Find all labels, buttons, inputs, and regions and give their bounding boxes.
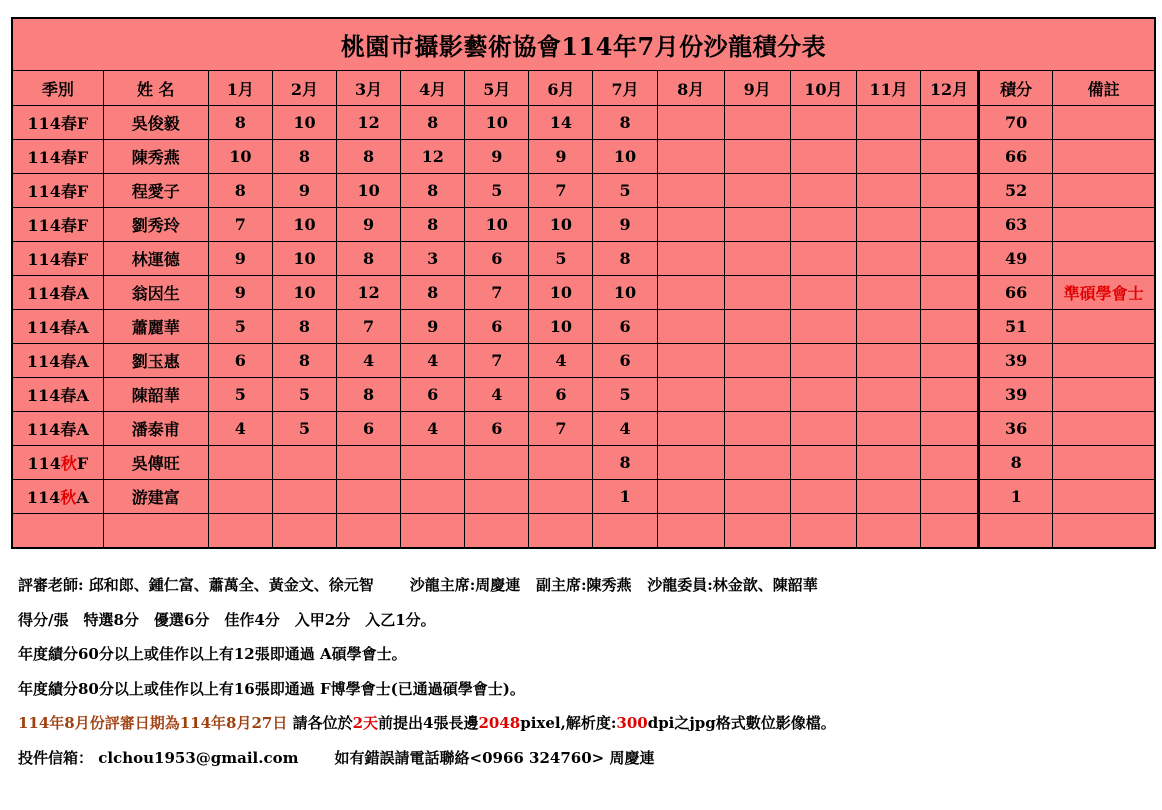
- header-month-4: 4月: [401, 71, 465, 106]
- score-cell-month-2: 10: [272, 242, 336, 276]
- score-cell-month-9: [724, 412, 790, 446]
- score-cell-month-12: [921, 412, 979, 446]
- contact-text: 如有錯誤請電話聯絡<0966 324760> 周慶連: [334, 748, 655, 767]
- score-cell-month-3: 4: [337, 344, 401, 378]
- total-cell: 66: [979, 140, 1053, 174]
- score-cell-month-3: [337, 514, 401, 549]
- score-cell-month-3: [337, 480, 401, 514]
- score-cell-month-3: 8: [337, 378, 401, 412]
- total-cell: 51: [979, 310, 1053, 344]
- header-month-12: 12月: [921, 71, 979, 106]
- deadline-pixels: 2048: [478, 714, 521, 732]
- committee-text: 沙龍委員:林金歆、陳韶華: [647, 576, 818, 594]
- season-char: 春: [60, 420, 77, 439]
- score-cell-month-7: 1: [593, 480, 657, 514]
- member-name: 林運德: [103, 242, 208, 276]
- season-class: F: [76, 182, 89, 201]
- score-cell-month-6: 9: [529, 140, 593, 174]
- score-cell-month-6: [529, 446, 593, 480]
- score-cell-month-9: [724, 106, 790, 140]
- score-cell-month-3: 7: [337, 310, 401, 344]
- score-cell-month-7: 4: [593, 412, 657, 446]
- score-cell-month-11: [856, 446, 920, 480]
- score-cell-month-8: [657, 344, 724, 378]
- deadline-part2: 前提出4張長邊: [378, 714, 479, 732]
- score-cell-month-12: [921, 446, 979, 480]
- header-month-10: 10月: [790, 71, 856, 106]
- season-cell: [12, 276, 103, 310]
- remark-cell: [1053, 514, 1155, 549]
- member-name: 游建富: [103, 480, 208, 514]
- score-cell-month-1: 10: [208, 140, 272, 174]
- score-cell-month-7: 10: [593, 276, 657, 310]
- score-cell-month-11: [856, 344, 920, 378]
- score-cell-month-1: 8: [208, 106, 272, 140]
- deadline-part1: 請各位於: [287, 714, 353, 732]
- score-cell-month-7: 9: [593, 208, 657, 242]
- season-cell: [12, 412, 103, 446]
- score-cell-month-3: 8: [337, 242, 401, 276]
- season-class: A: [76, 386, 89, 405]
- score-cell-month-6: [529, 480, 593, 514]
- score-cell-month-10: [790, 514, 856, 549]
- score-cell-month-8: [657, 378, 724, 412]
- footer-notes: [18, 568, 1148, 775]
- score-cell-month-11: [856, 208, 920, 242]
- score-cell-month-5: 7: [465, 344, 529, 378]
- score-cell-month-12: [921, 480, 979, 514]
- score-cell-month-2: [272, 446, 336, 480]
- score-cell-month-2: 5: [272, 412, 336, 446]
- table-row: [12, 344, 1155, 378]
- table-row: [12, 310, 1155, 344]
- score-cell-month-5: 6: [465, 242, 529, 276]
- score-cell-month-12: [921, 514, 979, 549]
- score-cell-month-8: [657, 446, 724, 480]
- score-cell-month-2: 10: [272, 276, 336, 310]
- season-year: 114: [26, 352, 61, 371]
- total-cell: 52: [979, 174, 1053, 208]
- score-cell-month-11: [856, 480, 920, 514]
- score-cell-month-9: [724, 276, 790, 310]
- table-body: [12, 106, 1155, 549]
- score-cell-month-3: 10: [337, 174, 401, 208]
- table-row: [12, 276, 1155, 310]
- score-cell-month-11: [856, 140, 920, 174]
- score-cell-month-7: 8: [593, 242, 657, 276]
- score-cell-month-5: 10: [465, 106, 529, 140]
- score-cell-month-4: [401, 480, 465, 514]
- remark-cell: [1053, 344, 1155, 378]
- score-cell-month-7: 5: [593, 174, 657, 208]
- remark-cell: [1053, 140, 1155, 174]
- season-year: 114: [27, 250, 61, 269]
- email-link[interactable]: clchou1953@gmail.com: [98, 748, 299, 767]
- season-cell: [12, 344, 103, 378]
- score-cell-month-1: 7: [208, 208, 272, 242]
- season-class: F: [76, 216, 89, 235]
- score-cell-month-1: [208, 514, 272, 549]
- score-cell-month-1: [208, 480, 272, 514]
- score-cell-month-8: [657, 276, 724, 310]
- score-cell-month-4: [401, 514, 465, 549]
- deadline-line: [18, 706, 1148, 741]
- score-cell-month-10: [790, 106, 856, 140]
- table-row: [12, 412, 1155, 446]
- season-year: 114: [27, 114, 61, 133]
- season-cell: [12, 208, 103, 242]
- score-cell-month-1: 9: [208, 276, 272, 310]
- season-year: 114: [27, 454, 61, 473]
- score-cell-month-9: [724, 378, 790, 412]
- score-cell-month-6: 10: [529, 310, 593, 344]
- score-cell-month-7: 6: [593, 344, 657, 378]
- score-cell-month-1: 8: [208, 174, 272, 208]
- header-month-9: 9月: [724, 71, 790, 106]
- score-cell-month-9: [724, 344, 790, 378]
- score-cell-month-10: [790, 446, 856, 480]
- score-cell-month-11: [856, 514, 920, 549]
- score-cell-month-4: 4: [401, 412, 465, 446]
- score-cell-month-7: 6: [593, 310, 657, 344]
- score-cell-month-10: [790, 174, 856, 208]
- score-cell-month-12: [921, 344, 979, 378]
- season-char: 春: [60, 250, 77, 269]
- season-class: A: [76, 284, 89, 303]
- score-cell-month-9: [724, 514, 790, 549]
- score-cell-month-6: 10: [529, 208, 593, 242]
- score-cell-month-10: [790, 208, 856, 242]
- total-cell: 70: [979, 106, 1053, 140]
- score-cell-month-6: 6: [529, 378, 593, 412]
- season-class: A: [76, 318, 89, 337]
- season-cell: [12, 242, 103, 276]
- score-cell-month-6: [529, 514, 593, 549]
- member-name: 蕭麗華: [103, 310, 208, 344]
- table-row: [12, 106, 1155, 140]
- score-cell-month-5: 5: [465, 174, 529, 208]
- member-name: 陳秀燕: [103, 140, 208, 174]
- score-cell-month-10: [790, 412, 856, 446]
- score-cell-month-6: 5: [529, 242, 593, 276]
- score-cell-month-9: [724, 310, 790, 344]
- score-cell-month-8: [657, 480, 724, 514]
- score-cell-month-1: 6: [208, 344, 272, 378]
- remark-cell: [1053, 174, 1155, 208]
- score-cell-month-4: 12: [401, 140, 465, 174]
- score-cell-month-2: 10: [272, 106, 336, 140]
- score-cell-month-10: [790, 480, 856, 514]
- remark-cell: [1053, 480, 1155, 514]
- score-cell-month-1: 9: [208, 242, 272, 276]
- table-row: [12, 378, 1155, 412]
- season-char: 春: [60, 216, 77, 235]
- score-cell-month-2: 10: [272, 208, 336, 242]
- table-row: [12, 242, 1155, 276]
- member-name: 劉玉惠: [103, 344, 208, 378]
- season-class: A: [76, 420, 89, 439]
- rule-a-line: 年度績分60分以上或佳作以上有12張即通過 A碩學會士。: [18, 645, 407, 663]
- season-class: A: [76, 352, 89, 371]
- header-remark: 備註: [1053, 71, 1155, 106]
- score-cell-month-7: [593, 514, 657, 549]
- header-month-7: 7月: [593, 71, 657, 106]
- header-total: 積分: [979, 71, 1053, 106]
- score-cell-month-2: 8: [272, 140, 336, 174]
- score-cell-month-11: [856, 412, 920, 446]
- score-cell-month-12: [921, 208, 979, 242]
- score-cell-month-12: [921, 106, 979, 140]
- table-row: [12, 140, 1155, 174]
- score-cell-month-3: 9: [337, 208, 401, 242]
- score-cell-month-2: 9: [272, 174, 336, 208]
- season-class: F: [76, 148, 89, 167]
- score-cell-month-10: [790, 378, 856, 412]
- season-cell: [12, 140, 103, 174]
- total-cell: 66: [979, 276, 1053, 310]
- score-cell-month-10: [790, 344, 856, 378]
- score-cell-month-3: 12: [337, 276, 401, 310]
- score-cell-month-11: [856, 378, 920, 412]
- header-month-11: 11月: [856, 71, 920, 106]
- season-class: F: [76, 250, 89, 269]
- score-cell-month-10: [790, 276, 856, 310]
- score-cell-month-9: [724, 174, 790, 208]
- score-cell-month-4: 3: [401, 242, 465, 276]
- score-cell-month-10: [790, 140, 856, 174]
- score-cell-month-5: 9: [465, 140, 529, 174]
- remark-cell: [1053, 378, 1155, 412]
- table-row: [12, 174, 1155, 208]
- score-cell-month-12: [921, 140, 979, 174]
- total-cell: 63: [979, 208, 1053, 242]
- score-cell-month-11: [856, 174, 920, 208]
- season-char: 春: [60, 182, 77, 201]
- score-cell-month-6: 10: [529, 276, 593, 310]
- score-cell-month-11: [856, 106, 920, 140]
- header-month-8: 8月: [657, 71, 724, 106]
- score-cell-month-4: 4: [401, 344, 465, 378]
- remark-cell: [1053, 412, 1155, 446]
- season-char: 秋: [60, 454, 77, 473]
- score-cell-month-9: [724, 480, 790, 514]
- season-year: 114: [27, 148, 61, 167]
- score-cell-month-5: 6: [465, 412, 529, 446]
- deadline-dpi: 300: [616, 714, 648, 732]
- score-cell-month-4: 9: [401, 310, 465, 344]
- season-char: 春: [60, 386, 77, 405]
- score-cell-month-4: 8: [401, 208, 465, 242]
- score-cell-month-5: 4: [465, 378, 529, 412]
- score-cell-month-4: 6: [401, 378, 465, 412]
- score-cell-month-6: 14: [529, 106, 593, 140]
- score-cell-month-12: [921, 310, 979, 344]
- score-cell-month-8: [657, 242, 724, 276]
- season-cell: [12, 310, 103, 344]
- member-name: 翁因生: [103, 276, 208, 310]
- season-char: 春: [60, 148, 77, 167]
- season-year: 114: [26, 386, 61, 405]
- score-cell-month-3: [337, 446, 401, 480]
- header-row: [12, 71, 1155, 106]
- score-cell-month-1: 4: [208, 412, 272, 446]
- total-cell: 8: [979, 446, 1053, 480]
- table-row: [12, 480, 1155, 514]
- season-char: 春: [60, 318, 77, 337]
- member-name: 吳俊毅: [103, 106, 208, 140]
- season-char: 春: [60, 352, 77, 371]
- table-row: [12, 446, 1155, 480]
- season-class: A: [76, 488, 89, 507]
- season-cell: [12, 106, 103, 140]
- member-name: 劉秀玲: [103, 208, 208, 242]
- season-cell: [12, 480, 103, 514]
- score-cell-month-3: 8: [337, 140, 401, 174]
- score-cell-month-8: [657, 208, 724, 242]
- season-char: 春: [60, 284, 77, 303]
- remark-cell: 準碩學會士: [1053, 276, 1155, 310]
- score-cell-month-9: [724, 242, 790, 276]
- total-cell: [979, 514, 1053, 549]
- score-cell-month-7: 5: [593, 378, 657, 412]
- score-cell-month-4: [401, 446, 465, 480]
- score-cell-month-1: 5: [208, 310, 272, 344]
- score-table: [11, 17, 1156, 549]
- score-cell-month-6: 7: [529, 174, 593, 208]
- score-cell-month-4: 8: [401, 174, 465, 208]
- score-cell-month-4: 8: [401, 106, 465, 140]
- score-cell-month-10: [790, 310, 856, 344]
- score-cell-month-5: [465, 514, 529, 549]
- season-year: 114: [27, 216, 61, 235]
- member-name: 吳傳旺: [103, 446, 208, 480]
- score-cell-month-5: 6: [465, 310, 529, 344]
- header-month-5: 5月: [465, 71, 529, 106]
- season-year: 114: [26, 284, 61, 303]
- score-cell-month-8: [657, 140, 724, 174]
- remark-cell: [1053, 242, 1155, 276]
- member-name: 程愛子: [103, 174, 208, 208]
- score-cell-month-7: 8: [593, 106, 657, 140]
- deadline-part3: pixel,解析度:: [520, 714, 617, 732]
- header-name: 姓 名: [103, 71, 208, 106]
- score-cell-month-2: 8: [272, 344, 336, 378]
- score-cell-month-6: 4: [529, 344, 593, 378]
- total-cell: 39: [979, 378, 1053, 412]
- score-cell-month-12: [921, 174, 979, 208]
- score-cell-month-1: 5: [208, 378, 272, 412]
- score-cell-month-11: [856, 242, 920, 276]
- total-cell: 39: [979, 344, 1053, 378]
- score-cell-month-9: [724, 208, 790, 242]
- staff-line: [18, 568, 1148, 603]
- score-cell-month-3: 6: [337, 412, 401, 446]
- remark-cell: [1053, 446, 1155, 480]
- score-cell-month-12: [921, 242, 979, 276]
- deadline-part4: dpi之jpg格式數位影像檔。: [647, 714, 836, 732]
- total-cell: 1: [979, 480, 1053, 514]
- score-cell-month-11: [856, 276, 920, 310]
- member-name: [103, 514, 208, 549]
- vice-chair-text: 副主席:陳秀燕: [535, 576, 632, 594]
- score-cell-month-9: [724, 446, 790, 480]
- season-year: 114: [26, 318, 61, 337]
- remark-cell: [1053, 310, 1155, 344]
- member-name: 潘泰甫: [103, 412, 208, 446]
- email-label: 投件信箱：: [18, 748, 94, 767]
- score-cell-month-2: [272, 480, 336, 514]
- score-cell-month-8: [657, 106, 724, 140]
- contact-line: [18, 741, 1148, 776]
- table-row: [12, 514, 1155, 549]
- score-cell-month-8: [657, 514, 724, 549]
- deadline-days: 2天: [352, 714, 379, 732]
- header-season: 季別: [12, 71, 103, 106]
- remark-cell: [1053, 208, 1155, 242]
- score-cell-month-8: [657, 412, 724, 446]
- deadline-date: 114年8月份評審日期為114年8月27日: [18, 714, 288, 732]
- score-cell-month-5: [465, 446, 529, 480]
- header-month-1: 1月: [208, 71, 272, 106]
- season-year: 114: [26, 420, 61, 439]
- score-cell-month-7: 8: [593, 446, 657, 480]
- score-cell-month-8: [657, 310, 724, 344]
- score-cell-month-4: 8: [401, 276, 465, 310]
- table-row: [12, 208, 1155, 242]
- score-cell-month-6: 7: [529, 412, 593, 446]
- score-cell-month-5: 7: [465, 276, 529, 310]
- member-name: 陳韶華: [103, 378, 208, 412]
- remark-cell: [1053, 106, 1155, 140]
- score-cell-month-7: 10: [593, 140, 657, 174]
- scoring-line: 得分/張 特選8分 優選6分 佳作4分 入甲2分 入乙1分。: [18, 610, 436, 629]
- score-cell-month-2: [272, 514, 336, 549]
- season-year: 114: [26, 488, 61, 507]
- score-cell-month-10: [790, 242, 856, 276]
- header-month-2: 2月: [272, 71, 336, 106]
- table-title: 桃園市攝影藝術協會114年7月份沙龍積分表: [12, 18, 1155, 71]
- season-cell: [12, 378, 103, 412]
- season-cell: [12, 446, 103, 480]
- score-cell-month-2: 8: [272, 310, 336, 344]
- score-cell-month-12: [921, 276, 979, 310]
- season-class: F: [76, 114, 89, 133]
- score-cell-month-2: 5: [272, 378, 336, 412]
- rule-f-line: 年度績分80分以上或佳作以上有16張即通過 F博學會士(已通過碩學會士)。: [18, 679, 525, 698]
- score-cell-month-1: [208, 446, 272, 480]
- chair-text: 沙龍主席:周慶連: [409, 576, 521, 594]
- score-cell-month-5: [465, 480, 529, 514]
- header-month-6: 6月: [529, 71, 593, 106]
- season-year: 114: [27, 182, 61, 201]
- season-char: 春: [60, 114, 77, 133]
- score-cell-month-5: 10: [465, 208, 529, 242]
- total-cell: 36: [979, 412, 1053, 446]
- season-char: 秋: [60, 488, 77, 507]
- score-cell-month-8: [657, 174, 724, 208]
- season-cell: [12, 174, 103, 208]
- score-cell-month-3: 12: [337, 106, 401, 140]
- score-cell-month-9: [724, 140, 790, 174]
- judges-text: 評審老師: 邱和郎、鍾仁富、蕭萬全、黃金文、徐元智: [18, 576, 374, 594]
- total-cell: 49: [979, 242, 1053, 276]
- score-cell-month-12: [921, 378, 979, 412]
- header-month-3: 3月: [337, 71, 401, 106]
- season-class: F: [76, 454, 89, 473]
- score-cell-month-11: [856, 310, 920, 344]
- season-cell: [12, 514, 103, 549]
